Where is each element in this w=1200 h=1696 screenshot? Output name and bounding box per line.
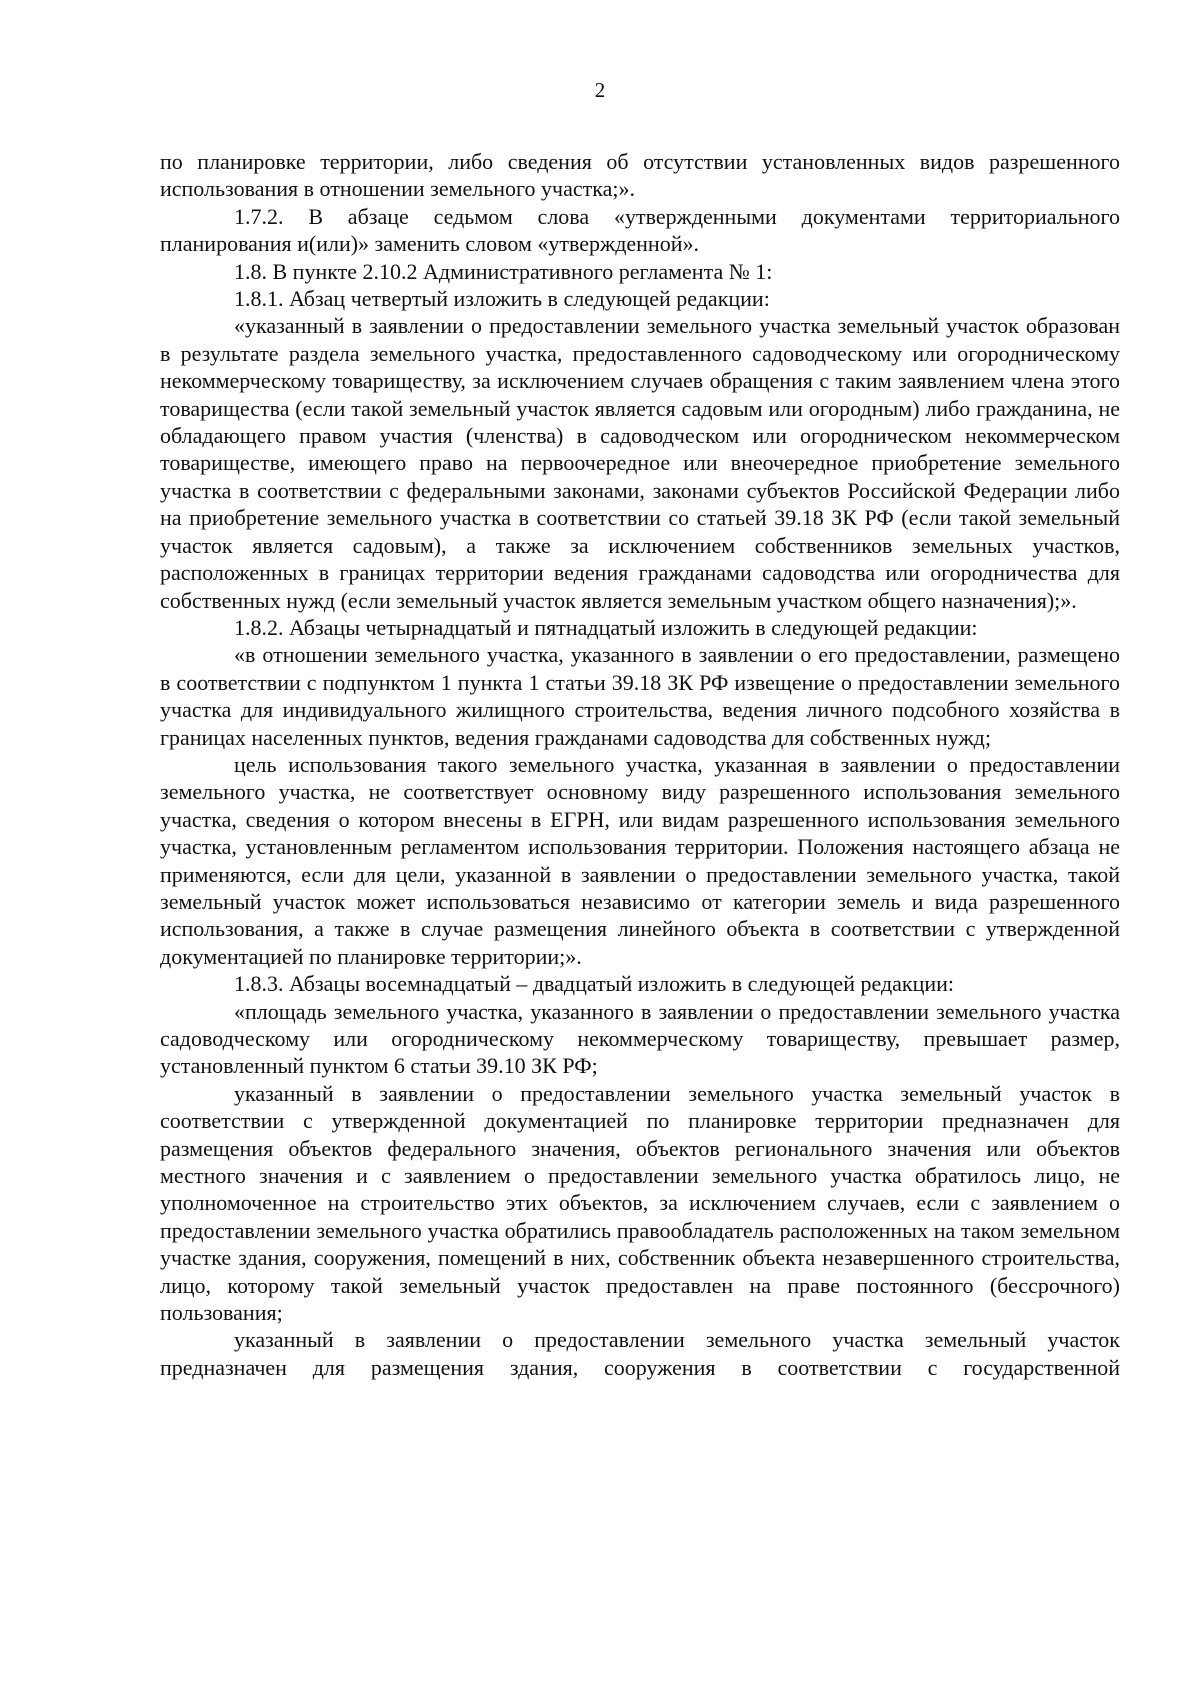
paragraph-1-8-1: 1.8.1. Абзац четвертый изложить в следующей редакции: bbox=[234, 286, 770, 312]
paragraph-continuation: по планировке территории, либо сведения об отсутствии установленных видов разрешенного использования в отношении земельного участка;». bbox=[160, 149, 1120, 202]
paragraph-1-8-3: 1.8.3. Абзацы восемнадцатый – двадцатый изложить в следующей редакции: bbox=[234, 971, 955, 997]
paragraph-quote-nineteenth: указанный в заявлении о предоставлении земельного участка земельный участок в соответствии с утвержденной документацией по планировке территории предназначен для размещения объектов федерального значения, объектов регионального значения или объектов местного значения и с заявлением о предоставлении земельного участка обратилось лицо, не уполномоченное на строительство этих объектов, за исключением случаев, если с заявлением о предоставлении земельного участка обратились правообладатель расположенных на таком земельном участке здания, сооружения, помещений в них, собственник объекта незавершенного строительства, лицо, которому такой земельный участок предоставлен на праве постоянного (бессрочного) пользования; bbox=[160, 1080, 1120, 1326]
paragraph-quote-fourteenth: «в отношении земельного участка, указанного в заявлении о его предоставлении, размещено в соответствии с подпунктом 1 пункта 1 статьи 39.18 ЗК РФ извещение о предоставлении земельного участка для индивидуального жилищного строительства, ведения личного подсобного хозяйства в границах населенных пунктов, ведения гражданами садоводства для собственных нужд; bbox=[160, 642, 1120, 750]
paragraph-quote-fourth: «указанный в заявлении о предоставлении земельного участка земельный участок образован в результате раздела земельного участка, предоставленного садоводческому или огородническому некоммерческому товариществу, за исключением случаев обращения с таким заявлением члена этого товарищества (если такой земельный участок является садовым или огородным) либо гражданина, не обладающего правом участия (членства) в садоводческом или огородническом некоммерческом товариществе, имеющего право на первоочередное или внеочередное приобретение земельного участка в соответствии с федеральными законами, законами субъектов Российской Федерации либо на приобретение земельного участка в соответствии со статьей 39.18 ЗК РФ (если такой земельный участок является садовым), а также за исключением собственников земельных участков, расположенных в границах территории ведения гражданами садоводства или огородничества для собственных нужд (если земельный участок является земельным участком общего назначения);». bbox=[160, 313, 1120, 613]
paragraph-quote-eighteenth: «площадь земельного участка, указанного в заявлении о предоставлении земельного участка садоводческому или огородническому некоммерческому товариществу, превышает размер, установленный пунктом 6 статьи 39.10 ЗК РФ; bbox=[160, 998, 1120, 1079]
document-body bbox=[160, 148, 1120, 1381]
paragraph-1-8-2: 1.8.2. Абзацы четырнадцатый и пятнадцатый изложить в следующей редакции: bbox=[234, 614, 978, 640]
paragraph-1-8: 1.8. В пункте 2.10.2 Административного регламента № 1: bbox=[234, 258, 773, 284]
paragraph-1-7-2: 1.7.2. В абзаце седьмом слова «утвержденными документами территориального планирования и(или)» заменить словом «утвержденной». bbox=[160, 203, 1120, 257]
page-number: 2 bbox=[594, 78, 606, 102]
paragraph-quote-fifteenth: цель использования такого земельного участка, указанная в заявлении о предоставлении земельного участка, не соответствует основному виду разрешенного использования земельного участка, сведения о котором внесены в ЕГРН, или видам разрешенного использования земельного участка, установленным регламентом использования территории. Положения настоящего абзаца не применяются, если для цели, указанной в заявлении о предоставлении земельного участка, такой земельный участок может использоваться независимо от категории земель и вида разрешенного использования, а также в случае размещения линейного объекта в соответствии с утвержденной документацией по планировке территории;». bbox=[160, 751, 1120, 969]
paragraph-quote-twentieth: указанный в заявлении о предоставлении земельного участка земельный участок предназначен для размещения здания, сооружения в соответствии с государственной bbox=[160, 1327, 1120, 1380]
